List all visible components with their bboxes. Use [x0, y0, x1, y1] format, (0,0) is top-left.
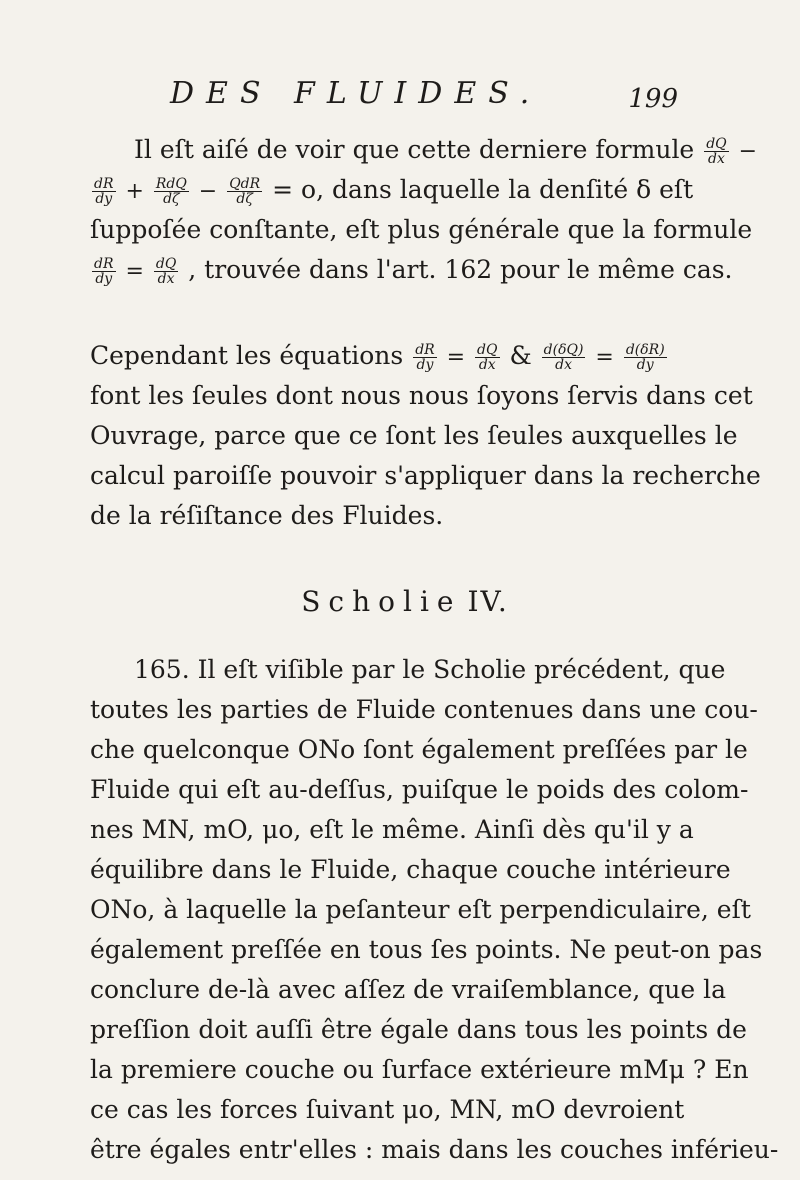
text-line: $\frac{dR}{dy}$ = $\frac{dQ}{dx}$ , trouvée dans l'art. 162 pour le même cas.: [94, 255, 733, 287]
text-line: de la réſiſtance des Fluides.: [90, 501, 444, 530]
text-line: Cependant les équations $\frac{dR}{dy}$ = $\frac{dQ}{dx}$ & $\frac{d(\delta Q)}{dx}$ = $\frac{d(\delta R)}{dy}$: [90, 341, 665, 373]
fraction-dr-dy: $\frac{dR}{dy}$: [94, 176, 114, 207]
text-line: ce cas les forces ſuivant μo, MN, mO devroient: [90, 1095, 685, 1124]
text-line: ONo, à laquelle la peſanteur eſt perpendiculaire, eſt: [90, 895, 751, 924]
text-line: Il eſt aiſé de voir que cette derniere formule $\frac{dQ}{dx}$ −: [134, 135, 758, 167]
fraction-dq-dx: $\frac{dQ}{dx}$: [706, 136, 727, 167]
fraction-rdq-dzeta: $\frac{\text{RdQ}}{d\zeta}$: [155, 176, 187, 207]
fraction-ddeltaq-dx: $\frac{d(\delta Q)}{dx}$: [543, 342, 584, 373]
fraction-dr-dy: $\frac{dR}{dy}$: [415, 342, 435, 373]
paragraph-equations-used: [90, 336, 761, 536]
fraction-dq-dx: $\frac{dQ}{dx}$: [477, 342, 498, 373]
text-line: ſuppoſée conſtante, eſt plus générale que la formule: [90, 215, 753, 244]
running-title: DES FLUIDES.: [170, 76, 542, 111]
fraction-dr-dy: $\frac{dR}{dy}$: [94, 256, 114, 287]
fraction-ddeltar-dy: $\frac{d(\delta R)}{dy}$: [625, 342, 665, 373]
text-line: la premiere couche ou ſurface extérieure mMμ ? En: [90, 1055, 749, 1084]
text-line: 165. Il eſt viſible par le Scholie précédent, que: [134, 655, 726, 684]
fraction-qdr-dzeta: $\frac{\text{QdR}}{d\zeta}$: [229, 176, 261, 207]
text-line: font les ſeules dont nous nous ſoyons ſervis dans cet: [90, 381, 753, 410]
text-line: toutes les parties de Fluide contenues dans une cou-: [90, 695, 758, 724]
text-line: che quelconque ONo ſont également preſſées par le: [90, 735, 748, 764]
text-line: également preſſée en tous ſes points. Ne peut-on pas: [90, 935, 763, 964]
text-line: calcul paroiſſe pouvoir s'appliquer dans la recherche: [90, 461, 761, 490]
fraction-dq-dx: $\frac{dQ}{dx}$: [155, 256, 177, 287]
text-line: équilibre dans le Fluide, chaque couche intérieure: [90, 855, 731, 884]
page-number: 199: [628, 84, 678, 114]
text-line: être égales entr'elles : mais dans les couches inférieu-: [90, 1135, 779, 1164]
text-line: preſſion doit auſſi être égale dans tous les points de: [90, 1015, 747, 1044]
paragraph-scholie-body: [90, 650, 779, 1170]
text-line: Fluide qui eſt au-deſſus, puiſque le poids des colom-: [90, 775, 749, 804]
text-line: Ouvrage, parce que ce ſont les ſeules auxquelles le: [90, 421, 738, 450]
text-line: conclure de-là avec aſſez de vraiſemblance, que la: [90, 975, 727, 1004]
section-heading: Scholie IV.: [301, 585, 509, 618]
paragraph-formula-comparison: [90, 130, 758, 290]
text-line: nes MN, mO, μo, eſt le même. Ainſi dès qu'il y a: [90, 815, 694, 844]
text-line: $\frac{dR}{dy}$ + $\frac{\text{RdQ}}{d\zeta}$ − $\frac{\text{QdR}}{d\zeta}$ = o, dans laquelle la denſité δ eſt: [94, 175, 694, 207]
